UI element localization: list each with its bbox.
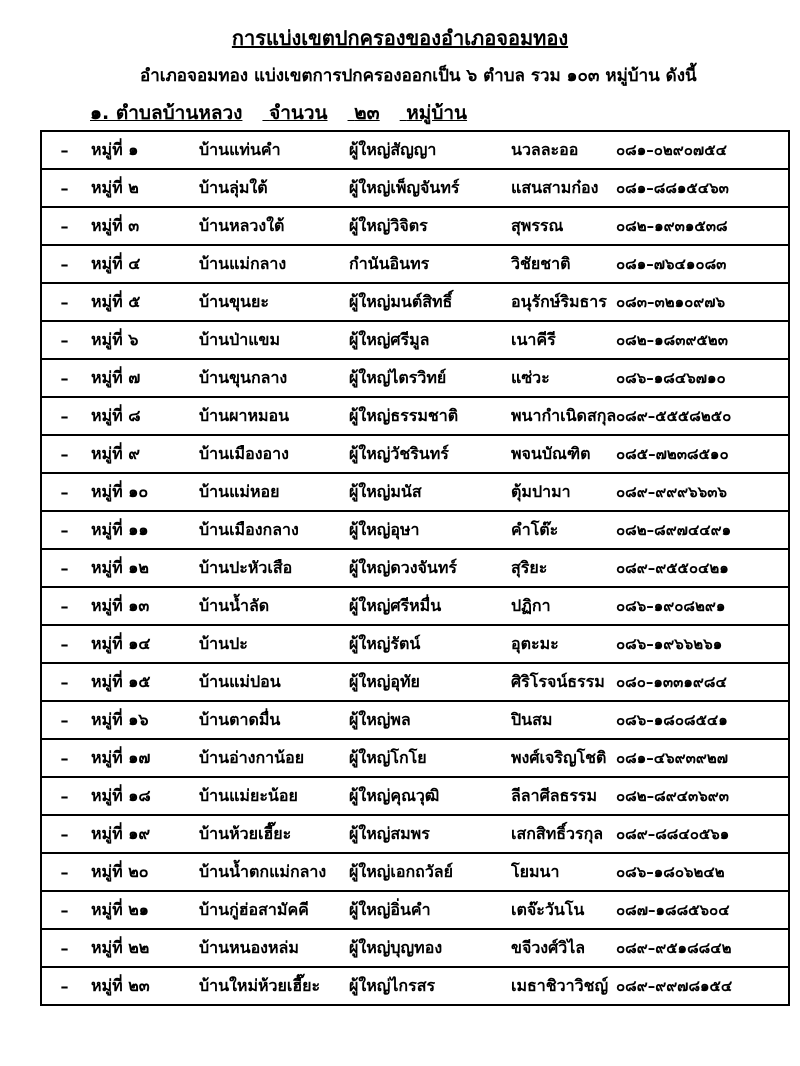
village-number: หมู่ที่ ๖	[87, 321, 199, 359]
headman-surname: ปินสม	[511, 701, 616, 739]
phone-number: ๐๘๙–๙๕๕๐๔๒๑	[616, 549, 789, 587]
headman-name: ผู้ใหญ่มนต์สิทธิ์	[349, 283, 511, 321]
headman-surname: แสนสามก๋อง	[511, 169, 616, 207]
row-dash: –	[41, 245, 87, 283]
village-number: หมู่ที่ ๙	[87, 435, 199, 473]
village-name: บ้านน้ำลัด	[199, 587, 349, 625]
table-row	[41, 891, 789, 929]
village-name: บ้านขุนกลาง	[199, 359, 349, 397]
section-count: ๒๓	[354, 102, 380, 124]
village-name: บ้านแม่ยะน้อย	[199, 777, 349, 815]
village-table-body	[41, 131, 789, 1005]
table-row	[41, 283, 789, 321]
headman-surname: โยมนา	[511, 853, 616, 891]
row-dash: –	[41, 891, 87, 929]
table-row	[41, 625, 789, 663]
table-row	[41, 587, 789, 625]
village-number: หมู่ที่ ๓	[87, 207, 199, 245]
headman-name: ผู้ใหญ่ธรรมชาติ	[349, 397, 511, 435]
row-dash: –	[41, 701, 87, 739]
row-dash: –	[41, 359, 87, 397]
table-row	[41, 435, 789, 473]
headman-surname: เนาคีรี	[511, 321, 616, 359]
phone-number: ๐๘๒–๑๙๓๑๕๓๘	[616, 207, 789, 245]
table-row	[41, 359, 789, 397]
village-number: หมู่ที่ ๘	[87, 397, 199, 435]
village-name: บ้านห้วยเฮี๊ยะ	[199, 815, 349, 853]
village-name: บ้านเมืองกลาง	[199, 511, 349, 549]
phone-number: ๐๘๒–๑๘๓๙๕๒๓	[616, 321, 789, 359]
headman-surname: เสกสิทธิ์วรกุล	[511, 815, 616, 853]
village-table	[40, 130, 790, 1006]
village-name: บ้านแท่นคำ	[199, 131, 349, 169]
village-number: หมู่ที่ ๑๕	[87, 663, 199, 701]
headman-name: กำนันอินทร	[349, 245, 511, 283]
headman-name: ผู้ใหญ่ศรีหมื่น	[349, 587, 511, 625]
headman-surname: ศิริโรจน์ธรรม	[511, 663, 616, 701]
table-row	[41, 967, 789, 1005]
village-name: บ้านป่าแขม	[199, 321, 349, 359]
headman-name: ผู้ใหญ่อิ่นคำ	[349, 891, 511, 929]
village-number: หมู่ที่ ๑๖	[87, 701, 199, 739]
table-row	[41, 131, 789, 169]
phone-number: ๐๘๓–๓๒๑๐๙๗๖	[616, 283, 789, 321]
phone-number: ๐๘๙–๙๙๗๘๑๕๔	[616, 967, 789, 1005]
phone-number: ๐๘๙–๙๙๙๖๖๓๖	[616, 473, 789, 511]
headman-name: ผู้ใหญ่เอกถวัลย์	[349, 853, 511, 891]
row-dash: –	[41, 511, 87, 549]
village-number: หมู่ที่ ๑๙	[87, 815, 199, 853]
headman-surname: พงศ์เจริญโชติ	[511, 739, 616, 777]
table-row	[41, 929, 789, 967]
headman-surname: อุตะมะ	[511, 625, 616, 663]
document-intro: อำเภอจอมทอง แบ่งเขตการปกครองออกเป็น ๖ ตำบล รวม ๑๐๓ หมู่บ้าน ดังนี้	[140, 66, 697, 86]
phone-number: ๐๘๙–๕๕๕๘๒๕๐	[616, 397, 789, 435]
table-row	[41, 663, 789, 701]
row-dash: –	[41, 929, 87, 967]
phone-number: ๐๘๑–๔๖๙๓๙๒๗	[616, 739, 789, 777]
table-row	[41, 853, 789, 891]
phone-number: ๐๘๖–๑๘๐๖๒๔๒	[616, 853, 789, 891]
headman-name: ผู้ใหญ่วิจิตร	[349, 207, 511, 245]
section-title: ๑. ตำบลบ้านหลวง	[90, 102, 243, 124]
village-number: หมู่ที่ ๑๓	[87, 587, 199, 625]
headman-name: ผู้ใหญ่อุทัย	[349, 663, 511, 701]
phone-number: ๐๘๙–๙๕๑๘๘๔๒	[616, 929, 789, 967]
phone-number: ๐๘๙–๘๘๔๐๕๖๑	[616, 815, 789, 853]
row-dash: –	[41, 777, 87, 815]
table-row	[41, 701, 789, 739]
headman-surname: นวลละออ	[511, 131, 616, 169]
phone-number: ๐๘๐–๑๓๓๑๙๘๔	[616, 663, 789, 701]
village-name: บ้านลุ่มใต้	[199, 169, 349, 207]
village-number: หมู่ที่ ๒๒	[87, 929, 199, 967]
phone-number: ๐๘๒–๘๙๔๓๖๙๓	[616, 777, 789, 815]
headman-name: ผู้ใหญ่ดวงจันทร์	[349, 549, 511, 587]
village-name: บ้านอ่างกาน้อย	[199, 739, 349, 777]
phone-number: ๐๘๖–๑๙๐๘๒๙๑	[616, 587, 789, 625]
village-number: หมู่ที่ ๑๗	[87, 739, 199, 777]
row-dash: –	[41, 587, 87, 625]
row-dash: –	[41, 131, 87, 169]
row-dash: –	[41, 435, 87, 473]
headman-name: ผู้ใหญ่บุญทอง	[349, 929, 511, 967]
phone-number: ๐๘๗–๑๘๘๕๖๐๔	[616, 891, 789, 929]
headman-surname: ปฏิกา	[511, 587, 616, 625]
headman-name: ผู้ใหญ่วัชรินทร์	[349, 435, 511, 473]
row-dash: –	[41, 625, 87, 663]
headman-surname: คำโต๊ะ	[511, 511, 616, 549]
village-number: หมู่ที่ ๑๒	[87, 549, 199, 587]
village-name: บ้านใหม่ห้วยเฮี๊ยะ	[199, 967, 349, 1005]
row-dash: –	[41, 853, 87, 891]
headman-name: ผู้ใหญ่โกโย	[349, 739, 511, 777]
row-dash: –	[41, 207, 87, 245]
table-row	[41, 169, 789, 207]
headman-name: ผู้ใหญ่ไกรสร	[349, 967, 511, 1005]
village-number: หมู่ที่ ๑๔	[87, 625, 199, 663]
headman-surname: พจนบัณฑิต	[511, 435, 616, 473]
table-row	[41, 207, 789, 245]
headman-name: ผู้ใหญ่อุษา	[349, 511, 511, 549]
village-number: หมู่ที่ ๑๐	[87, 473, 199, 511]
section-count-label: จำนวน	[269, 102, 328, 124]
headman-surname: เตจ๊ะวันโน	[511, 891, 616, 929]
row-dash: –	[41, 473, 87, 511]
headman-surname: เมธาชิวาวิชญ์	[511, 967, 616, 1005]
headman-name: ผู้ใหญ่เพ็ญจันทร์	[349, 169, 511, 207]
row-dash: –	[41, 397, 87, 435]
table-row	[41, 321, 789, 359]
village-name: บ้านผาหมอน	[199, 397, 349, 435]
row-dash: –	[41, 815, 87, 853]
row-dash: –	[41, 739, 87, 777]
village-name: บ้านแม่ปอน	[199, 663, 349, 701]
village-name: บ้านแม่กลาง	[199, 245, 349, 283]
table-row	[41, 245, 789, 283]
village-name: บ้านขุนยะ	[199, 283, 349, 321]
village-number: หมู่ที่ ๒๓	[87, 967, 199, 1005]
village-name: บ้านน้ำตกแม่กลาง	[199, 853, 349, 891]
village-number: หมู่ที่ ๑๑	[87, 511, 199, 549]
village-name: บ้านปะ	[199, 625, 349, 663]
headman-name: ผู้ใหญ่สมพร	[349, 815, 511, 853]
table-row	[41, 777, 789, 815]
section-unit: หมู่บ้าน	[406, 102, 468, 124]
village-number: หมู่ที่ ๕	[87, 283, 199, 321]
headman-name: ผู้ใหญ่มนัส	[349, 473, 511, 511]
row-dash: –	[41, 663, 87, 701]
village-name: บ้านหนองหล่ม	[199, 929, 349, 967]
headman-name: ผู้ใหญ่รัตน์	[349, 625, 511, 663]
headman-name: ผู้ใหญ่ไตรวิทย์	[349, 359, 511, 397]
village-number: หมู่ที่ ๒	[87, 169, 199, 207]
table-row	[41, 739, 789, 777]
headman-surname: วิชัยชาติ	[511, 245, 616, 283]
table-row	[41, 473, 789, 511]
village-number: หมู่ที่ ๒๐	[87, 853, 199, 891]
phone-number: ๐๘๖–๑๘๔๖๗๑๐	[616, 359, 789, 397]
village-name: บ้านกู่ฮ่อสามัคคี	[199, 891, 349, 929]
village-name: บ้านแม่หอย	[199, 473, 349, 511]
headman-surname: สุริยะ	[511, 549, 616, 587]
village-number: หมู่ที่ ๑๘	[87, 777, 199, 815]
document-title: การแบ่งเขตปกครองของอำเภอจอมทอง	[231, 26, 569, 50]
phone-number: ๐๘๕–๗๒๓๘๕๑๐	[616, 435, 789, 473]
phone-number: ๐๘๑–๘๘๑๕๔๖๓	[616, 169, 789, 207]
table-row	[41, 511, 789, 549]
headman-surname: อนุรักษ์ริมธาร	[511, 283, 616, 321]
village-number: หมู่ที่ ๑	[87, 131, 199, 169]
village-number: หมู่ที่ ๒๑	[87, 891, 199, 929]
row-dash: –	[41, 967, 87, 1005]
headman-surname: พนากำเนิดสกุล	[511, 397, 616, 435]
table-row	[41, 549, 789, 587]
village-name: บ้านปะหัวเสือ	[199, 549, 349, 587]
phone-number: ๐๘๖–๑๘๐๘๕๔๑	[616, 701, 789, 739]
village-name: บ้านหลวงใต้	[199, 207, 349, 245]
headman-surname: สุพรรณ	[511, 207, 616, 245]
village-number: หมู่ที่ ๗	[87, 359, 199, 397]
table-row	[41, 397, 789, 435]
phone-number: ๐๘๒–๘๙๗๔๔๙๑	[616, 511, 789, 549]
phone-number: ๐๘๑–๐๒๙๐๗๕๔	[616, 131, 789, 169]
headman-name: ผู้ใหญ่ศรีมูล	[349, 321, 511, 359]
headman-surname: ลีลาศีลธรรม	[511, 777, 616, 815]
headman-name: ผู้ใหญ่พล	[349, 701, 511, 739]
headman-surname: แซ่วะ	[511, 359, 616, 397]
phone-number: ๐๘๑–๗๖๔๑๐๘๓	[616, 245, 789, 283]
headman-name: ผู้ใหญ่คุณวุฒิ	[349, 777, 511, 815]
headman-name: ผู้ใหญ่สัญญา	[349, 131, 511, 169]
village-name: บ้านเมืองอาง	[199, 435, 349, 473]
village-number: หมู่ที่ ๔	[87, 245, 199, 283]
row-dash: –	[41, 169, 87, 207]
row-dash: –	[41, 321, 87, 359]
table-row	[41, 815, 789, 853]
headman-surname: ขจีวงศ์วิไล	[511, 929, 616, 967]
section-header	[90, 98, 690, 128]
village-name: บ้านตาดมื่น	[199, 701, 349, 739]
row-dash: –	[41, 283, 87, 321]
row-dash: –	[41, 549, 87, 587]
phone-number: ๐๘๖–๑๙๖๖๒๖๑	[616, 625, 789, 663]
headman-surname: ตุ้มปามา	[511, 473, 616, 511]
